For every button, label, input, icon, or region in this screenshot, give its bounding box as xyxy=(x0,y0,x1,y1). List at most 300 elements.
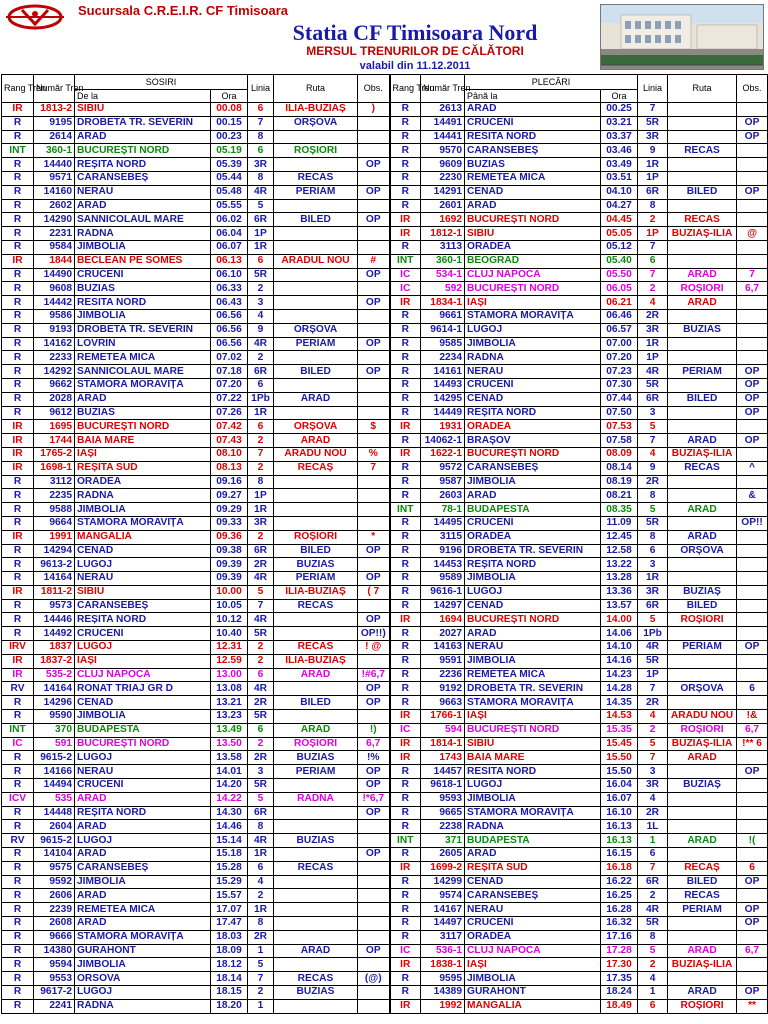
arrival-ora: 00.15 xyxy=(211,116,248,130)
arrival-numar: 14164 xyxy=(34,682,75,696)
arrival-ruta: RECAȘ xyxy=(274,461,358,475)
arrival-ora: 06.33 xyxy=(211,282,248,296)
departure-obs xyxy=(737,213,768,227)
arrival-ruta: RECAS xyxy=(274,861,358,875)
departure-ora: 12.45 xyxy=(601,530,638,544)
arrival-numar: 1811-2 xyxy=(34,585,75,599)
table-row xyxy=(2,323,768,337)
departure-rang: R xyxy=(390,848,421,862)
arrival-numar: 14494 xyxy=(34,779,75,793)
departure-linia: 4R xyxy=(638,365,668,379)
table-row xyxy=(2,765,768,779)
departure-statie: IAȘI xyxy=(465,710,601,724)
departure-rang: R xyxy=(390,765,421,779)
arrival-ora: 14.30 xyxy=(211,806,248,820)
departure-ora: 03.46 xyxy=(601,144,638,158)
departure-linia: 5R xyxy=(638,378,668,392)
arrival-numar: 2608 xyxy=(34,917,75,931)
arrival-statie: NERAU xyxy=(75,572,211,586)
departure-numar: 2601 xyxy=(421,199,465,213)
arrival-rang: R xyxy=(2,227,34,241)
departure-statie: DROBETA TR. SEVERIN xyxy=(465,544,601,558)
arrival-linia: 1R xyxy=(248,240,274,254)
arrival-numar: 2233 xyxy=(34,351,75,365)
arrival-statie: ARAD xyxy=(75,199,211,213)
departure-linia: 4R xyxy=(638,903,668,917)
arrival-obs xyxy=(358,240,390,254)
departure-linia: 5 xyxy=(638,420,668,434)
departure-linia: 1R xyxy=(638,337,668,351)
table-row xyxy=(2,503,768,517)
departure-ora: 16.10 xyxy=(601,806,638,820)
arrival-ora: 18.15 xyxy=(211,986,248,1000)
table-row xyxy=(2,199,768,213)
arrival-ruta: BUZIAS xyxy=(274,751,358,765)
departure-numar: 14495 xyxy=(421,516,465,530)
departure-ruta xyxy=(668,516,737,530)
arrival-numar: 9664 xyxy=(34,516,75,530)
departure-ora: 14.28 xyxy=(601,682,638,696)
arrival-obs: OP xyxy=(358,544,390,558)
arrival-statie: CARANSEBEȘ xyxy=(75,861,211,875)
arrival-rang: R xyxy=(2,903,34,917)
arrival-numar: 9662 xyxy=(34,378,75,392)
arrival-statie: LUGOJ xyxy=(75,751,211,765)
arrival-obs: !% xyxy=(358,751,390,765)
departure-ora: 16.22 xyxy=(601,875,638,889)
departure-ora: 16.04 xyxy=(601,779,638,793)
arrival-numar: 9586 xyxy=(34,309,75,323)
departure-obs: OP xyxy=(737,917,768,931)
arrival-ruta xyxy=(274,779,358,793)
departure-obs xyxy=(737,585,768,599)
arrival-ruta: ROȘIORI xyxy=(274,144,358,158)
arrival-linia: 4R xyxy=(248,337,274,351)
arrival-linia: 6 xyxy=(248,378,274,392)
table-row xyxy=(2,351,768,365)
departure-obs: 7 xyxy=(737,268,768,282)
arrival-ruta: ARADUL NOU xyxy=(274,254,358,268)
departure-linia: 5 xyxy=(638,613,668,627)
departure-statie: CENAD xyxy=(465,599,601,613)
departure-obs: OP xyxy=(737,406,768,420)
arrival-obs xyxy=(358,654,390,668)
departure-ora: 08.35 xyxy=(601,503,638,517)
arrival-linia: 5R xyxy=(248,268,274,282)
arrival-ruta xyxy=(274,958,358,972)
arrival-linia: 6R xyxy=(248,806,274,820)
departure-ruta xyxy=(668,489,737,503)
departure-statie: BEOGRAD xyxy=(465,254,601,268)
table-row xyxy=(2,723,768,737)
arrival-rang: R xyxy=(2,268,34,282)
departure-statie: ORADEA xyxy=(465,530,601,544)
departure-rang: IC xyxy=(390,723,421,737)
departure-numar: 9663 xyxy=(421,696,465,710)
arrival-linia: 4R xyxy=(248,185,274,199)
arrival-obs xyxy=(358,171,390,185)
departure-rang: R xyxy=(390,572,421,586)
departure-linia: 2 xyxy=(638,282,668,296)
arrival-ruta xyxy=(274,682,358,696)
arrival-statie: REMETEA MICA xyxy=(75,351,211,365)
departure-rang: R xyxy=(390,668,421,682)
arrival-obs xyxy=(358,199,390,213)
arrival-linia: 4R xyxy=(248,613,274,627)
arrival-rang: R xyxy=(2,489,34,503)
arrival-obs: !#6,7 xyxy=(358,668,390,682)
arrival-obs xyxy=(358,930,390,944)
departure-linia: 6 xyxy=(638,254,668,268)
arrival-rang: IR xyxy=(2,434,34,448)
departure-obs xyxy=(737,254,768,268)
departure-statie: ARAD xyxy=(465,627,601,641)
arrival-linia: 2 xyxy=(248,461,274,475)
departure-rang: IR xyxy=(390,861,421,875)
departure-rang: R xyxy=(390,337,421,351)
departure-ora: 12.58 xyxy=(601,544,638,558)
departure-linia: 2R xyxy=(638,806,668,820)
departure-ruta: RECAS xyxy=(668,889,737,903)
departure-obs: OP xyxy=(737,434,768,448)
departure-numar: 9587 xyxy=(421,475,465,489)
arrival-ora: 09.36 xyxy=(211,530,248,544)
page-header xyxy=(0,0,768,74)
departure-ruta: PERIAM xyxy=(668,903,737,917)
table-row xyxy=(2,337,768,351)
departure-statie: LUGOJ xyxy=(465,779,601,793)
arrival-linia: 3 xyxy=(248,296,274,310)
arrival-ora: 05.55 xyxy=(211,199,248,213)
arrival-linia: 1R xyxy=(248,903,274,917)
departure-linia: 1P xyxy=(638,351,668,365)
departure-ora: 06.46 xyxy=(601,309,638,323)
arrival-numar: 9612 xyxy=(34,406,75,420)
departure-linia: 4 xyxy=(638,296,668,310)
departure-linia: 5R xyxy=(638,654,668,668)
departure-ruta xyxy=(668,309,737,323)
arrival-ora: 06.43 xyxy=(211,296,248,310)
arrival-numar: 9613-2 xyxy=(34,558,75,572)
arrival-linia: 2 xyxy=(248,654,274,668)
arrival-rang: R xyxy=(2,240,34,254)
departure-ruta: ROȘIORI xyxy=(668,282,737,296)
arrival-ora: 18.14 xyxy=(211,972,248,986)
arrival-obs: % xyxy=(358,447,390,461)
table-row xyxy=(2,130,768,144)
arrival-linia: 2R xyxy=(248,751,274,765)
departure-numar: 9196 xyxy=(421,544,465,558)
departure-obs: OP xyxy=(737,903,768,917)
departure-ruta: ORȘOVA xyxy=(668,682,737,696)
departure-linia: 1P xyxy=(638,668,668,682)
departure-ruta xyxy=(668,475,737,489)
departure-ruta: BILED xyxy=(668,875,737,889)
departure-rang: INT xyxy=(390,503,421,517)
departure-statie: STAMORA MORAVIȚA xyxy=(465,696,601,710)
departure-obs xyxy=(737,199,768,213)
departure-obs xyxy=(737,158,768,172)
arrival-obs: 7 xyxy=(358,461,390,475)
departure-ruta: BILED xyxy=(668,185,737,199)
arrival-rang: R xyxy=(2,944,34,958)
header-obs-arrivals: Obs. xyxy=(358,75,390,103)
arrival-obs: OP xyxy=(358,337,390,351)
departure-obs xyxy=(737,668,768,682)
arrival-statie: ORADEA xyxy=(75,475,211,489)
arrival-statie: LUGOJ xyxy=(75,641,211,655)
departure-numar: 14299 xyxy=(421,875,465,889)
arrival-ora: 06.04 xyxy=(211,227,248,241)
departure-ruta: ARAD xyxy=(668,530,737,544)
arrival-obs: (@) xyxy=(358,972,390,986)
arrival-numar: 535-2 xyxy=(34,668,75,682)
departure-ruta: ARAD xyxy=(668,944,737,958)
departure-statie: BUZIAS xyxy=(465,158,601,172)
departure-ora: 03.37 xyxy=(601,130,638,144)
arrival-obs: ( 7 xyxy=(358,585,390,599)
departure-obs: OP xyxy=(737,130,768,144)
arrival-numar: 9594 xyxy=(34,958,75,972)
arrival-ruta xyxy=(274,516,358,530)
arrival-ruta: ARADU NOU xyxy=(274,447,358,461)
arrival-ruta xyxy=(274,406,358,420)
departure-ruta: BILED xyxy=(668,599,737,613)
departure-ora: 03.21 xyxy=(601,116,638,130)
header-numar-arrivals: Număr Tren xyxy=(34,75,75,103)
arrival-ruta: ARAD xyxy=(274,723,358,737)
table-row xyxy=(2,834,768,848)
arrival-obs: OP xyxy=(358,158,390,172)
departure-ora: 16.13 xyxy=(601,834,638,848)
arrival-linia: 6R xyxy=(248,365,274,379)
arrival-linia: 7 xyxy=(248,972,274,986)
departure-ora: 04.27 xyxy=(601,199,638,213)
arrival-obs xyxy=(358,323,390,337)
departure-ruta xyxy=(668,406,737,420)
arrival-ruta: ROȘIORI xyxy=(274,737,358,751)
departure-ora: 14.53 xyxy=(601,710,638,724)
arrival-statie: NERAU xyxy=(75,185,211,199)
arrival-ruta xyxy=(274,889,358,903)
arrival-ora: 06.56 xyxy=(211,309,248,323)
arrival-statie: RESITA NORD xyxy=(75,296,211,310)
table-row xyxy=(2,434,768,448)
departure-obs: OP!! xyxy=(737,516,768,530)
departure-linia: 1R xyxy=(638,572,668,586)
departure-ora: 04.45 xyxy=(601,213,638,227)
departure-statie: CRUCENI xyxy=(465,516,601,530)
departure-ora: 16.15 xyxy=(601,848,638,862)
departure-obs: 6 xyxy=(737,861,768,875)
departure-rang: R xyxy=(390,558,421,572)
arrival-obs: OP xyxy=(358,613,390,627)
departure-numar: 536-1 xyxy=(421,944,465,958)
departure-statie: CLUJ NAPOCA xyxy=(465,944,601,958)
arrival-linia: 1R xyxy=(248,503,274,517)
arrival-obs xyxy=(358,144,390,158)
arrival-ora: 12.31 xyxy=(211,641,248,655)
departure-numar: 14389 xyxy=(421,986,465,1000)
arrival-obs xyxy=(358,378,390,392)
departure-ruta xyxy=(668,806,737,820)
departure-ora: 15.35 xyxy=(601,723,638,737)
arrival-obs xyxy=(358,834,390,848)
departure-linia: 3 xyxy=(638,406,668,420)
departure-numar: 14497 xyxy=(421,917,465,931)
arrival-rang: R xyxy=(2,613,34,627)
arrival-numar: 1837-2 xyxy=(34,654,75,668)
departure-statie: REȘITA NORD xyxy=(465,558,601,572)
arrival-ora: 15.29 xyxy=(211,875,248,889)
arrival-statie: RADNA xyxy=(75,489,211,503)
arrival-statie: NERAU xyxy=(75,765,211,779)
table-row xyxy=(2,917,768,931)
departure-statie: MANGALIA xyxy=(465,999,601,1013)
arrival-obs xyxy=(358,889,390,903)
arrival-ora: 09.39 xyxy=(211,558,248,572)
arrival-linia: 2 xyxy=(248,282,274,296)
departure-numar: 371 xyxy=(421,834,465,848)
arrival-statie: CARANSEBEȘ xyxy=(75,599,211,613)
departure-ruta xyxy=(668,558,737,572)
header-linia-arrivals: Linia xyxy=(248,75,274,103)
departure-ruta xyxy=(668,627,737,641)
departure-linia: 2R xyxy=(638,309,668,323)
departure-ruta xyxy=(668,337,737,351)
header-rang-departures: Rang Tren xyxy=(390,75,421,103)
header-ora-departures: Ora xyxy=(601,90,638,103)
arrival-statie: LOVRIN xyxy=(75,337,211,351)
table-row xyxy=(2,544,768,558)
arrival-linia: 4 xyxy=(248,309,274,323)
departure-ruta: ARAD xyxy=(668,268,737,282)
departure-ora: 15.50 xyxy=(601,765,638,779)
arrival-linia: 1Pb xyxy=(248,392,274,406)
departure-rang: R xyxy=(390,889,421,903)
arrival-linia: 2R xyxy=(248,930,274,944)
departure-numar: 594 xyxy=(421,723,465,737)
arrival-obs: OP xyxy=(358,779,390,793)
table-row xyxy=(2,682,768,696)
table-row xyxy=(2,558,768,572)
arrival-statie: BUCUREȘTI NORD xyxy=(75,144,211,158)
departure-statie: BUCUREȘTI NORD xyxy=(465,282,601,296)
arrival-ruta: PERIAM xyxy=(274,185,358,199)
departure-statie: REȘITA NORD xyxy=(465,406,601,420)
arrival-ora: 09.27 xyxy=(211,489,248,503)
arrival-ora: 13.00 xyxy=(211,668,248,682)
departure-rang: IR xyxy=(390,999,421,1013)
table-row xyxy=(2,530,768,544)
arrival-statie: CENAD xyxy=(75,544,211,558)
header-de-la: De la xyxy=(75,90,211,103)
departure-linia: 3R xyxy=(638,323,668,337)
departure-rang: R xyxy=(390,475,421,489)
arrival-ruta: ORȘOVA xyxy=(274,323,358,337)
departure-ruta xyxy=(668,654,737,668)
arrival-ora: 07.43 xyxy=(211,434,248,448)
departure-statie: BUDAPESTA xyxy=(465,503,601,517)
departure-statie: JIMBOLIA xyxy=(465,792,601,806)
arrival-numar: 370 xyxy=(34,723,75,737)
departure-ruta: BUZIAȘ-ILIA xyxy=(668,737,737,751)
departure-rang: R xyxy=(390,641,421,655)
arrival-linia: 3 xyxy=(248,765,274,779)
departure-rang: R xyxy=(390,461,421,475)
table-row xyxy=(2,213,768,227)
departure-rang: R xyxy=(390,530,421,544)
header-obs-departures: Obs. xyxy=(737,75,768,103)
arrival-rang: R xyxy=(2,282,34,296)
arrival-linia: 1P xyxy=(248,227,274,241)
arrival-ruta xyxy=(274,282,358,296)
arrival-ruta: ORȘOVA xyxy=(274,420,358,434)
departure-statie: RESITA NORD xyxy=(465,765,601,779)
table-row xyxy=(2,792,768,806)
arrival-linia: 5 xyxy=(248,958,274,972)
departure-linia: 1P xyxy=(638,227,668,241)
arrival-ora: 07.20 xyxy=(211,378,248,392)
arrival-ora: 13.21 xyxy=(211,696,248,710)
departure-numar: 9574 xyxy=(421,889,465,903)
arrival-ruta: ROȘIORI xyxy=(274,530,358,544)
departure-rang: R xyxy=(390,986,421,1000)
arrival-rang: R xyxy=(2,848,34,862)
table-row xyxy=(2,447,768,461)
departure-rang: INT xyxy=(390,254,421,268)
table-row xyxy=(2,144,768,158)
departure-linia: 8 xyxy=(638,530,668,544)
arrival-rang: R xyxy=(2,599,34,613)
departure-linia: 1L xyxy=(638,820,668,834)
arrival-statie: REȘITA SUD xyxy=(75,461,211,475)
arrival-obs xyxy=(358,227,390,241)
arrival-statie: MANGALIA xyxy=(75,530,211,544)
arrival-rang: R xyxy=(2,406,34,420)
station-photo xyxy=(600,4,764,70)
page-subtitle: MERSUL TRENURILOR DE CĂLĂTORI xyxy=(306,44,524,58)
departure-statie: BUDAPESTA xyxy=(465,834,601,848)
arrival-ruta: ARAD xyxy=(274,434,358,448)
arrival-rang: R xyxy=(2,378,34,392)
arrival-ruta: PERIAM xyxy=(274,572,358,586)
departure-obs: @ xyxy=(737,227,768,241)
departure-obs: 6,7 xyxy=(737,282,768,296)
departure-ruta: BILED xyxy=(668,392,737,406)
departure-ora: 16.18 xyxy=(601,861,638,875)
arrival-linia: 4 xyxy=(248,875,274,889)
arrival-ora: 15.57 xyxy=(211,889,248,903)
departure-rang: R xyxy=(390,392,421,406)
arrival-linia: 5R xyxy=(248,627,274,641)
arrival-rang: R xyxy=(2,351,34,365)
header-ruta-arrivals: Ruta xyxy=(274,75,358,103)
arrival-ruta xyxy=(274,309,358,323)
departure-rang: R xyxy=(390,103,421,117)
arrival-rang: IR xyxy=(2,254,34,268)
arrival-ora: 07.22 xyxy=(211,392,248,406)
departure-statie: BUCUREȘTI NORD xyxy=(465,447,601,461)
arrival-statie: BUCUREȘTI NORD xyxy=(75,420,211,434)
departure-obs xyxy=(737,792,768,806)
departure-linia: 9 xyxy=(638,461,668,475)
departure-ruta: BUZIAȘ xyxy=(668,779,737,793)
departure-ruta: ARAD xyxy=(668,434,737,448)
departure-numar: 2234 xyxy=(421,351,465,365)
departure-linia: 7 xyxy=(638,240,668,254)
departure-statie: JIMBOLIA xyxy=(465,654,601,668)
